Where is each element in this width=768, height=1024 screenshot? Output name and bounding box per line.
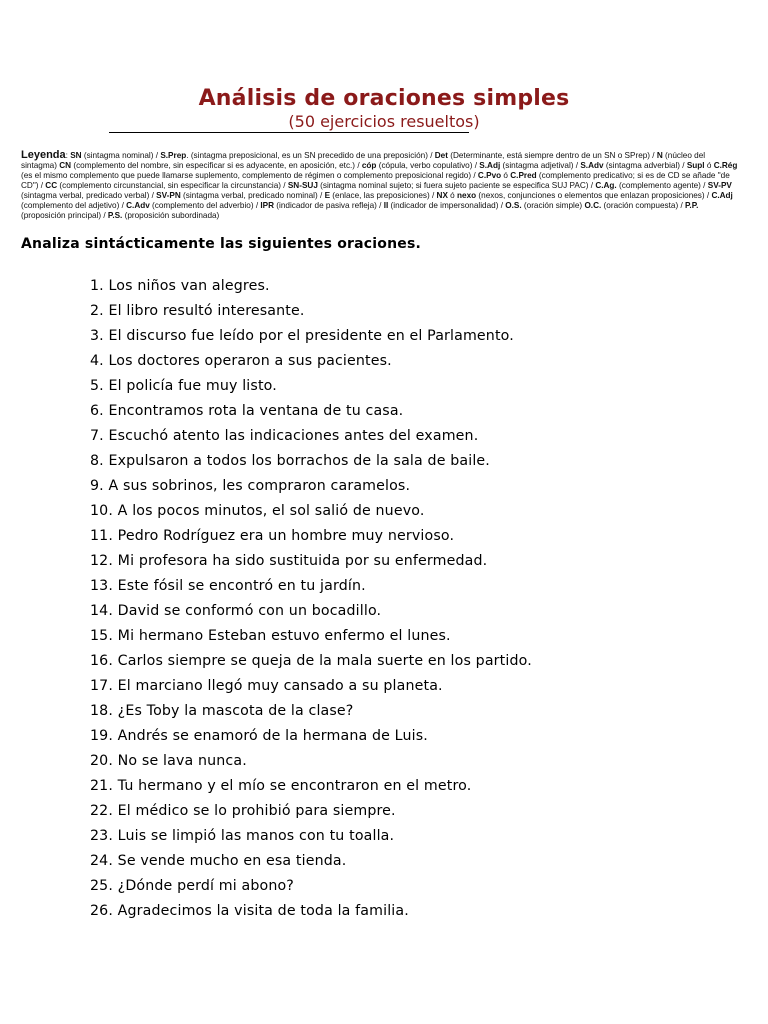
legend-text: (complemento del adverbio) / xyxy=(149,201,261,210)
sentence-item: 22. El médico se lo prohibió para siempre. xyxy=(90,803,396,819)
sentence-item: 8. Expulsaron a todos los borrachos de la sala de baile. xyxy=(90,453,490,469)
sentence-item: 14. David se conformó con un bocadillo. xyxy=(90,603,382,619)
legend-abbreviation: CN xyxy=(59,161,72,170)
legend-text: (núcleo del sintagma) xyxy=(21,151,706,170)
sentence-item: 16. Carlos siempre se queja de la mala suerte en los partido. xyxy=(90,653,532,669)
legend-abbreviation: SV-PV xyxy=(707,181,732,190)
legend-label: Leyenda xyxy=(21,149,66,161)
sentence-item: 2. El libro resultó interesante. xyxy=(90,303,305,319)
sentence-item: 9. A sus sobrinos, les compraron caramelos. xyxy=(90,478,411,494)
legend-text: (complemento predicativo; si es de CD se añade "de CD") / xyxy=(21,171,730,190)
legend-text: (sintagma verbal, predicado nominal) / xyxy=(180,191,325,200)
sentence-item: 25. ¿Dónde perdí mi abono? xyxy=(90,878,294,894)
legend-abbreviation: CC xyxy=(45,181,58,190)
legend-abbreviation: C.Ag. xyxy=(595,181,617,190)
legend-abbreviation: II xyxy=(383,201,389,210)
sentence-item: 20. No se lava nunca. xyxy=(90,753,247,769)
sentence-list xyxy=(90,276,532,926)
legend-abbreviation: C.Adj xyxy=(711,191,733,200)
legend-abbreviation: cóp xyxy=(361,161,377,170)
page-title: Análisis de oraciones simples xyxy=(198,86,570,111)
legend-abbreviation: SV-PN xyxy=(156,191,181,200)
sentence-item: 4. Los doctores operaron a sus pacientes. xyxy=(90,353,392,369)
legend-text: : xyxy=(65,151,71,160)
legend xyxy=(21,150,743,221)
sentence-item: 11. Pedro Rodríguez era un hombre muy nervioso. xyxy=(90,528,455,544)
sentence-item: 19. Andrés se enamoró de la hermana de Luis. xyxy=(90,728,428,744)
sentence-item: 1. Los niños van alegres. xyxy=(90,278,270,294)
sentence-item: 21. Tu hermano y el mío se encontraron en el metro. xyxy=(90,778,472,794)
legend-text: (es el mismo complemento que puede llamarse suplemento, complemento de régimen o complemento preposicional regido) / xyxy=(21,171,478,180)
legend-text: (sintagma nominal sujeto; si fuera sujeto paciente se especifica SUJ PAC) / xyxy=(317,181,596,190)
legend-text: (proposición principal) / xyxy=(21,211,108,220)
legend-text: (nexos, conjunciones o elementos que enlazan proposiciones) / xyxy=(476,191,712,200)
sentence-item: 17. El marciano llegó muy cansado a su planeta. xyxy=(90,678,443,694)
page-subtitle: (50 ejercicios resueltos) xyxy=(288,112,480,131)
legend-text: (complemento agente) / xyxy=(616,181,708,190)
legend-abbreviation: C.Adv xyxy=(126,201,150,210)
legend-text: (Determinante, está siempre dentro de un SN o SPrep) / xyxy=(447,151,657,160)
instruction-heading: Analiza sintácticamente las siguientes oraciones. xyxy=(21,236,422,252)
legend-abbreviation: E xyxy=(324,191,331,200)
legend-abbreviation: IPR xyxy=(260,201,275,210)
legend-abbreviation: NX xyxy=(436,191,448,200)
legend-body xyxy=(21,151,737,220)
legend-text: ó xyxy=(447,191,458,200)
legend-text: (complemento del nombre, sin especificar si es adyacente, en aposición, etc.) / xyxy=(71,161,362,170)
sentence-item: 3. El discurso fue leído por el presidente en el Parlamento. xyxy=(90,328,514,344)
legend-abbreviation: SN-SUJ xyxy=(287,181,318,190)
legend-text: (enlace, las preposiciones) / xyxy=(330,191,437,200)
legend-text: (sintagma verbal, predicado verbal) / xyxy=(21,191,157,200)
legend-text: (indicador de pasiva refleja) / xyxy=(274,201,384,210)
legend-abbreviation: S.Adv xyxy=(580,161,604,170)
sentence-item: 18. ¿Es Toby la mascota de la clase? xyxy=(90,703,354,719)
sentence-item: 6. Encontramos rota la ventana de tu casa. xyxy=(90,403,404,419)
legend-abbreviation: C.Pred xyxy=(510,171,537,180)
legend-text: (sintagma nominal) / xyxy=(81,151,161,160)
legend-text: (oración simple) xyxy=(521,201,585,210)
legend-text: . (sintagma preposicional, es un SN precedido de una preposición) / xyxy=(186,151,435,160)
legend-text: (sintagma adverbial) / xyxy=(603,161,687,170)
legend-abbreviation: nexo xyxy=(457,191,477,200)
legend-text: (oración compuesta) / xyxy=(601,201,686,210)
legend-abbreviation: C.Pvo xyxy=(477,171,502,180)
legend-text: ó xyxy=(501,171,511,180)
legend-abbreviation: N xyxy=(656,151,663,160)
sentence-item: 13. Este fósil se encontró en tu jardín. xyxy=(90,578,366,594)
legend-abbreviation: P.P. xyxy=(685,201,699,210)
legend-abbreviation: O.S. xyxy=(505,201,522,210)
legend-abbreviation: SN xyxy=(70,151,82,160)
legend-text: (indicador de impersonalidad) / xyxy=(388,201,506,210)
legend-text: (cópula, verbo copulativo) / xyxy=(376,161,480,170)
legend-abbreviation: Supl xyxy=(686,161,705,170)
legend-text: (complemento del adjetivo) / xyxy=(21,201,127,210)
sentence-item: 7. Escuchó atento las indicaciones antes del examen. xyxy=(90,428,479,444)
sentence-item: 12. Mi profesora ha sido sustituida por su enfermedad. xyxy=(90,553,488,569)
sentence-item: 15. Mi hermano Esteban estuvo enfermo el lunes. xyxy=(90,628,451,644)
sentence-item: 10. A los pocos minutos, el sol salió de nuevo. xyxy=(90,503,425,519)
title-underline xyxy=(109,132,469,133)
legend-abbreviation: C.Rég xyxy=(713,161,738,170)
sentence-item: 24. Se vende mucho en esa tienda. xyxy=(90,853,347,869)
sentence-item: 26. Agradecimos la visita de toda la familia. xyxy=(90,903,409,919)
legend-text: ó xyxy=(704,161,714,170)
legend-abbreviation: P.S. xyxy=(107,211,123,220)
legend-abbreviation: S.Prep xyxy=(160,151,187,160)
sentence-item: 5. El policía fue muy listo. xyxy=(90,378,277,394)
sentence-item: 23. Luis se limpió las manos con tu toalla. xyxy=(90,828,395,844)
legend-text: (proposición subordinada) xyxy=(122,211,220,220)
legend-abbreviation: O.C. xyxy=(584,201,602,210)
legend-abbreviation: Det xyxy=(434,151,448,160)
legend-abbreviation: S.Adj xyxy=(479,161,501,170)
legend-text: (sintagma adjetival) / xyxy=(500,161,581,170)
legend-text: (complemento circunstancial, sin especificar la circunstancia) / xyxy=(57,181,288,190)
